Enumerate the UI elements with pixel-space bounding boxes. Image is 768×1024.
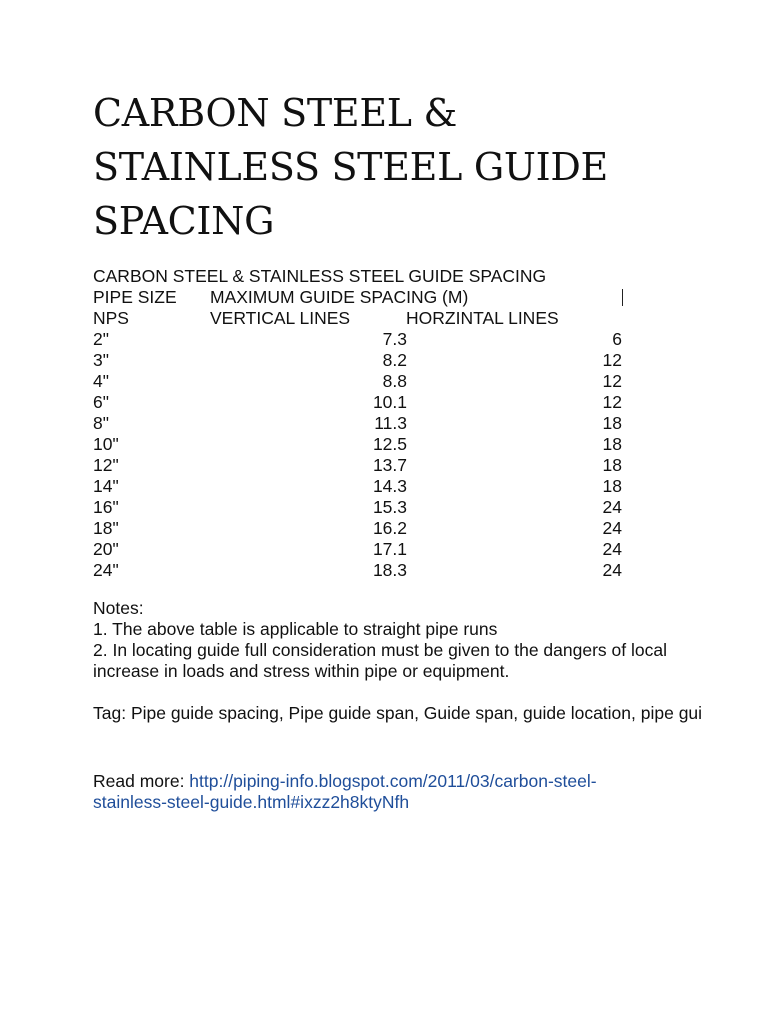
table-row: [93, 329, 633, 350]
header-horizontal-lines: HORZINTAL LINES: [406, 308, 559, 328]
cell-horizontal: 18: [602, 455, 622, 475]
table-row: [93, 392, 633, 413]
cell-size: 6": [93, 392, 109, 412]
cell-size: 20": [93, 539, 119, 559]
table-row: [93, 350, 633, 371]
table-row: [93, 497, 633, 518]
cell-vertical: 12.5: [372, 434, 407, 454]
table-row: [93, 518, 633, 539]
cell-size: 24": [93, 560, 119, 580]
cell-vertical: 16.2: [372, 518, 407, 538]
cell-size: 3": [93, 350, 109, 370]
cell-size: 16": [93, 497, 119, 517]
table-row: [93, 371, 633, 392]
cell-horizontal: 24: [602, 497, 622, 517]
cell-horizontal: 24: [602, 518, 622, 538]
table-caption-row: [93, 266, 633, 287]
cell-vertical: 18.3: [372, 560, 407, 580]
header-nps: NPS: [93, 308, 129, 328]
cell-horizontal: 24: [602, 560, 622, 580]
cell-vertical: 17.1: [372, 539, 407, 559]
cell-horizontal: 6: [612, 329, 622, 349]
cell-size: 4": [93, 371, 109, 391]
table-row: [93, 476, 633, 497]
cell-vertical: 15.3: [372, 497, 407, 517]
table-row: [93, 560, 633, 581]
table-caption: CARBON STEEL & STAINLESS STEEL GUIDE SPACING: [93, 266, 547, 286]
cell-size: 8": [93, 413, 109, 433]
title-line-1: CARBON STEEL &: [93, 91, 458, 135]
cell-vertical: 11.3: [374, 413, 407, 433]
cell-vertical: 13.7: [372, 455, 407, 475]
table-header-row-2: [93, 308, 633, 329]
cell-vertical: 8.2: [382, 350, 407, 370]
source-link-part-2[interactable]: stainless-steel-guide.html#ixzz2h8ktyNfh: [93, 792, 410, 812]
cell-size: 10": [93, 434, 119, 454]
cell-horizontal: 12: [602, 371, 622, 391]
cell-horizontal: 18: [602, 476, 622, 496]
header-pipe-size: PIPE SIZE: [93, 287, 177, 307]
source-link-part-1[interactable]: http://piping-info.blogspot.com/2011/03/carbon-steel-: [189, 771, 597, 791]
cell-vertical: 8.8: [382, 371, 407, 391]
notes-section: [93, 598, 768, 682]
page-title: [93, 86, 733, 248]
table-row: [93, 539, 633, 560]
notes-heading: Notes:: [93, 598, 144, 618]
guide-spacing-table: [93, 266, 633, 581]
cell-size: 14": [93, 476, 119, 496]
note-line: 1. The above table is applicable to straight pipe runs: [93, 619, 498, 639]
cell-vertical: 14.3: [372, 476, 407, 496]
read-more-label: Read more:: [93, 771, 190, 791]
column-divider: [622, 289, 623, 306]
cell-horizontal: 24: [602, 539, 622, 559]
table-row: [93, 434, 633, 455]
table-header-row-1: [93, 287, 633, 308]
cell-horizontal: 18: [602, 434, 622, 454]
cell-horizontal: 18: [602, 413, 622, 433]
header-vertical-lines: VERTICAL LINES: [210, 308, 351, 328]
title-line-2: STAINLESS STEEL GUIDE: [93, 145, 608, 189]
cell-vertical: 10.1: [372, 392, 407, 412]
cell-horizontal: 12: [602, 392, 622, 412]
tags-line: Tag: Pipe guide spacing, Pipe guide span, Guide span, guide location, pipe gui: [93, 703, 703, 723]
title-line-3: SPACING: [93, 199, 275, 243]
header-max-guide-spacing: MAXIMUM GUIDE SPACING (M): [210, 287, 469, 307]
cell-size: 2": [93, 329, 109, 349]
table-row: [93, 413, 633, 434]
note-line: 2. In locating guide full consideration must be given to the dangers of local: [93, 640, 667, 660]
cell-size: 12": [93, 455, 119, 475]
cell-horizontal: 12: [602, 350, 622, 370]
read-more: [93, 771, 733, 813]
cell-vertical: 7.3: [382, 329, 407, 349]
note-line: increase in loads and stress within pipe or equipment.: [93, 661, 510, 681]
table-row: [93, 455, 633, 476]
cell-size: 18": [93, 518, 119, 538]
